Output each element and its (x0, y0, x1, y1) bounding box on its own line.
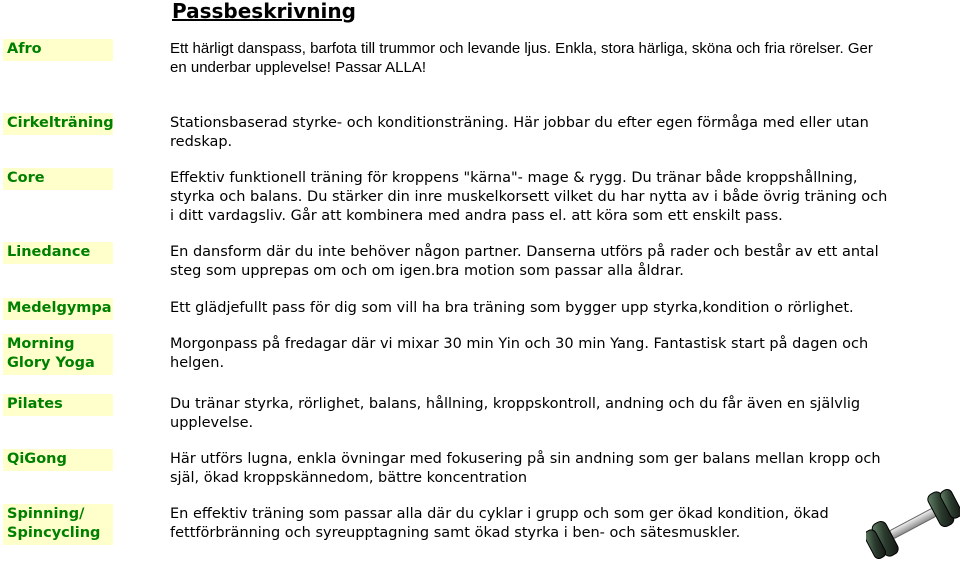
class-description-morning-glory-yoga: Morgonpass på fredagar där vi mixar 30 min Yin och 30 min Yang. Fantastisk start på dagen och helgen. (170, 336, 869, 371)
class-name-afro: Afro (3, 39, 113, 61)
class-name-medelgympa: Medelgympa (3, 298, 113, 320)
class-name-morning-glory-yoga: Morning Glory Yoga (3, 334, 113, 375)
class-description-qigong: Här utförs lugna, enkla övningar med fokusering på sin andning som ger balans mellan kropp och själ, ökad kroppskännedom, bättre koncentration (170, 451, 881, 486)
class-name-linedance: Linedance (3, 242, 113, 264)
class-name-pilates: Pilates (3, 394, 113, 416)
class-name-cirkeltraning: Cirkelträning (3, 113, 113, 135)
class-name-qigong: QiGong (3, 449, 113, 471)
class-description-medelgympa: Ett glädjefullt pass för dig som vill ha bra träning som bygger upp styrka,kondition o rörlighet. (170, 300, 854, 316)
class-description-afro: Ett härligt danspass, barfota till trummor och levande ljus. Enkla, stora härliga, sköna och fria rörelser. Ger en underbar upplevelse! Passar ALLA! (170, 40, 873, 76)
class-description-cirkeltraning: Stationsbaserad styrke- och konditionsträning. Här jobbar du efter egen förmåga med eller utan redskap. (170, 115, 869, 150)
class-description-linedance: En dansform där du inte behöver någon partner. Danserna utförs på rader och består av ett antal steg som upprepas om och om igen.bra motion som passar alla åldrar. (170, 244, 879, 279)
class-description-core: Effektiv funktionell träning för kroppens "kärna"- mage & rygg. Du tränar både kroppshållning, styrka och balans. Du stärker din inre muskelkorsett vilket du har nytta av i både övrig träning och i ditt vardagsliv. Går att kombinera med andra pass el. att köra som ett enskilt pass. (170, 170, 888, 224)
class-description-spinning: En effektiv träning som passar alla där du cyklar i grupp och som ger ökad kondition, ökad fettförbränning och syreupptagning samt ökad styrka i ben- och sätesmuskler. (170, 506, 829, 541)
class-name-spinning: Spinning/ Spincycling (3, 504, 113, 545)
dumbbell-icon (866, 488, 960, 560)
class-name-core: Core (3, 168, 113, 190)
class-description-pilates: Du tränar styrka, rörlighet, balans, hållning, kroppskontroll, andning och du får även en självlig upplevelse. (170, 396, 861, 431)
page-title: Passbeskrivning (172, 0, 356, 23)
